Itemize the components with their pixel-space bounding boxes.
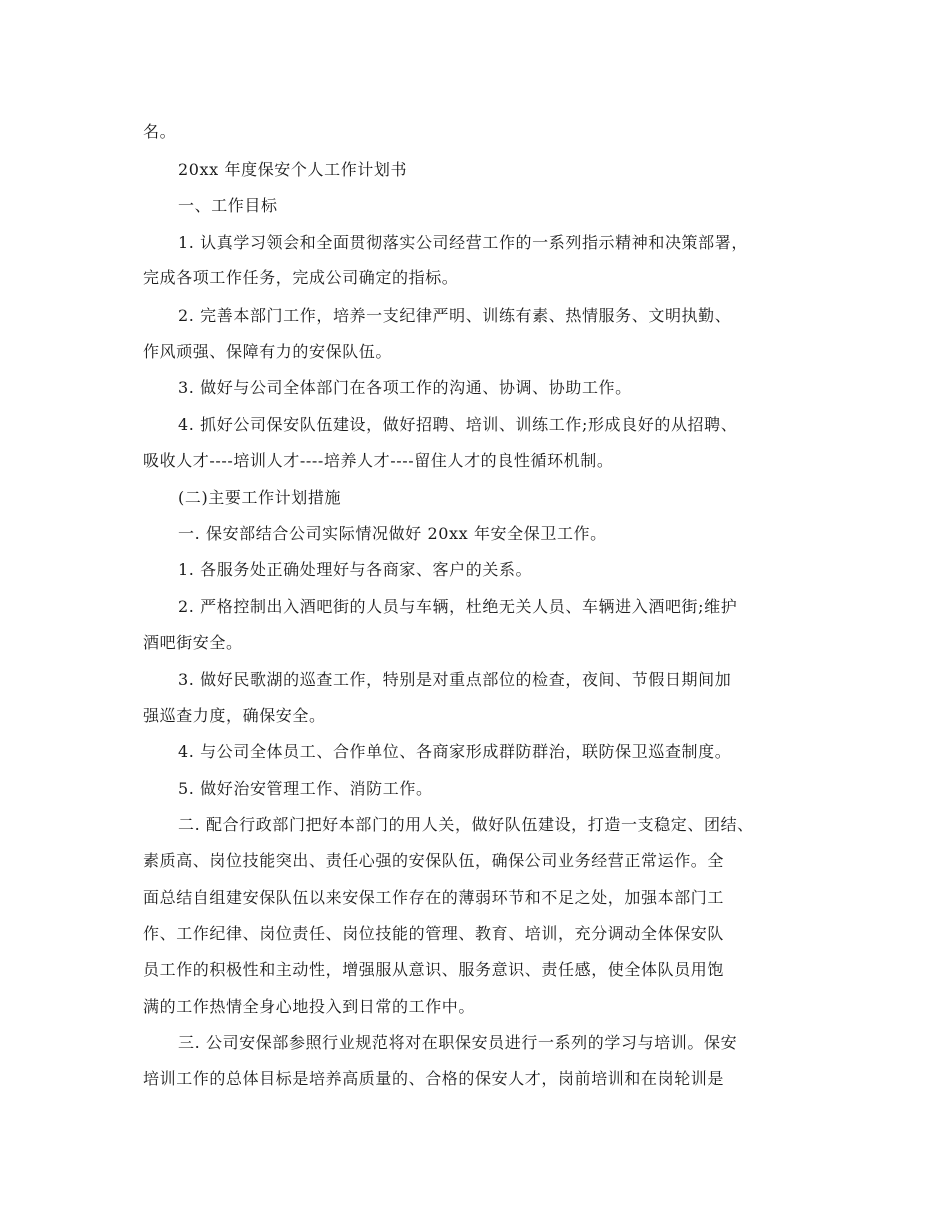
paragraph-line: 吸收人才----培训人才----培养人才----留住人才的良性循环机制。 — [143, 451, 614, 470]
paragraph-line: 一. 保安部结合公司实际情况做好 20xx 年安全保卫工作。 — [178, 524, 607, 543]
paragraph-line: 4. 与公司全体员工、合作单位、各商家形成群防群治，联防保卫巡查制度。 — [178, 742, 732, 761]
paragraph-line: 作、工作纪律、岗位责任、岗位技能的管理、教育、培训，充分调动全体保安队 — [143, 924, 725, 943]
paragraph-line: 酒吧街安全。 — [143, 633, 243, 652]
paragraph-line: 满的工作热情全身心地投入到日常的工作中。 — [143, 997, 476, 1016]
section-heading: 一、工作目标 — [178, 196, 278, 215]
paragraph-line: 5. 做好治安管理工作、消防工作。 — [178, 779, 433, 798]
paragraph-line: 2. 严格控制出入酒吧街的人员与车辆，杜绝无关人员、车辆进入酒吧街;维护 — [178, 597, 738, 616]
section-heading: (二)主要工作计划措施 — [178, 488, 342, 507]
paragraph-line: 面总结自组建安保队伍以来安保工作存在的薄弱环节和不足之处，加强本部门工 — [143, 888, 725, 907]
paragraph-line: 1. 认真学习领会和全面贯彻落实公司经营工作的一系列指示精神和决策部署， — [178, 233, 748, 252]
paragraph-line: 名。 — [143, 122, 177, 141]
paragraph-line: 3. 做好民歌湖的巡查工作，特别是对重点部位的检查，夜间、节假日期间加 — [178, 670, 732, 689]
paragraph-line: 员工作的积极性和主动性，增强服从意识、服务意识、责任感，使全体队员用饱 — [143, 960, 725, 979]
paragraph-line: 2. 完善本部门工作，培养一支纪律严明、训练有素、热情服务、文明执勤、 — [178, 306, 732, 325]
paragraph-line: 4. 抓好公司保安队伍建设，做好招聘、培训、训练工作;形成良好的从招聘、 — [178, 415, 738, 434]
paragraph-line: 作风顽强、保障有力的安保队伍。 — [143, 342, 393, 361]
document-title: 20xx 年度保安个人工作计划书 — [178, 160, 408, 179]
paragraph-line: 三. 公司安保部参照行业规范将对在职保安员进行一系列的学习与培训。保安 — [178, 1033, 738, 1052]
paragraph-line: 培训工作的总体目标是培养高质量的、合格的保安人才，岗前培训和在岗轮训是 — [143, 1069, 725, 1088]
paragraph-line: 素质高、岗位技能突出、责任心强的安保队伍，确保公司业务经营正常运作。全 — [143, 851, 725, 870]
paragraph-line: 二. 配合行政部门把好本部门的用人关，做好队伍建设，打造一支稳定、团结、 — [178, 815, 754, 834]
paragraph-line: 1. 各服务处正确处理好与各商家、客户的关系。 — [178, 560, 533, 579]
paragraph-line: 3. 做好与公司全体部门在各项工作的沟通、协调、协助工作。 — [178, 378, 632, 397]
paragraph-line: 完成各项工作任务，完成公司确定的指标。 — [143, 268, 459, 287]
paragraph-line: 强巡查力度，确保安全。 — [143, 706, 326, 725]
